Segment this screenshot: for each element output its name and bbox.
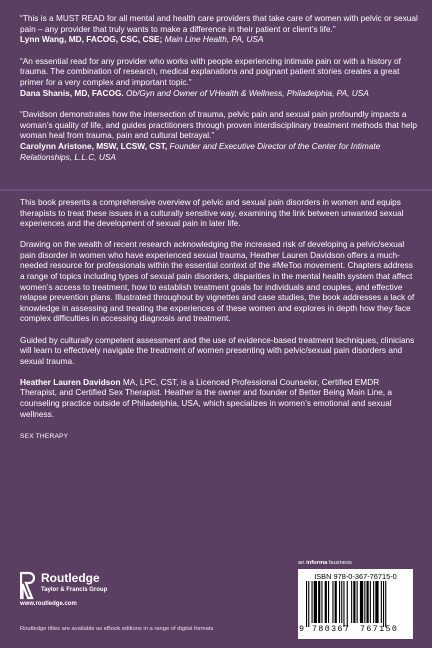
author-bio <box>20 377 415 419</box>
publisher-name: Routledge <box>41 571 100 585</box>
author-bio-text: MA, LPC, CST, is a Licenced Professional Counselor, Certified EMDR Therapist, and Certified Sex Therapist. Heather is the owner and founder of Better Being Main Line, a counseling practice outside of Philadelphia, USA, which specializes in women’s emotional and sexual wellness. <box>20 376 393 419</box>
description-paragraph: Guided by culturally competent assessment and the use of evidence-based treatment techniques, clinicians will learn to effectively navigate the treatment of women presenting with pelvic/sexual pain disorders and sexual trauma. <box>20 334 415 366</box>
publisher-url[interactable]: www.routledge.com <box>20 601 77 607</box>
endorsement-attribution <box>20 141 418 162</box>
informa-brand: informa <box>306 560 328 566</box>
author-name: Heather Lauren Davidson <box>20 376 121 387</box>
endorser-affiliation: Main Line Health, PA, USA <box>164 34 264 45</box>
ebook-note: Routledge titles are available as eBook editions in a range of digital formats <box>20 626 214 632</box>
informa-business-tag: an informa business <box>298 560 352 566</box>
routledge-logo-icon <box>20 570 36 600</box>
barcode-icon <box>306 581 410 627</box>
publisher-group: Taylor & Francis Group <box>41 587 108 593</box>
endorser-name: Lynn Wang, MD, FACOG, CSC, CSE; <box>20 34 163 45</box>
endorsement-attribution <box>20 34 418 45</box>
endorsement-quote: “An essential read for any provider who works with people experiencing intimate pain or with a history of trauma. The combination of research, medical explanations and poignant patient stories creates a great primer for a very complex and important topic.” <box>20 55 401 87</box>
endorser-affiliation: Founder and Executive Director of the Center for Intimate Relationships, L.L.C, USA <box>20 140 381 162</box>
endorsement-attribution <box>20 88 418 99</box>
barcode-digit-group: 767150 <box>360 625 399 634</box>
description-paragraph: Drawing on the wealth of recent research acknowledging the increased risk of developing a pelvic/sexual pain disorder in women who have experienced sexual trauma, Heather Lauren Davidson offers a much-needed resource for professionals within the essential context of the #MeToo movement. Chapters address a range of topics including types of sexual pain disorders, disparities in the mental health system that affect women’s access to treatment, how to establish treatment goals for individuals and couples, and effective relapse prevention plans. Illustrated throughout by vignettes and case studies, the book addresses a lack of knowledge in assessing and treating the experiences of these women and explores in depth how they face complex difficulties in accessing diagnosis and treatment. <box>20 239 415 324</box>
endorsement-quote: “Davidson demonstrates how the intersection of trauma, pelvic pain and sexual pain profoundly impacts a woman’s quality of life, and guides practitioners through proven interdisciplinary treatment methods that help woman heal from trauma, pain and cultural betrayal.” <box>20 109 417 141</box>
endorsement <box>20 13 418 45</box>
subject-category: SEX THERAPY <box>20 433 69 441</box>
endorsement-quote: “This is a MUST READ for all mental and health care providers that take care of women with pelvic or sexual pain – any provider that truly wants to make a difference in their patient or client’s life.” <box>20 13 418 34</box>
isbn-number: ISBN 978-0-367-76715-0 <box>314 572 397 581</box>
isbn-barcode <box>298 569 413 639</box>
cover-footer <box>0 537 432 648</box>
endorsement <box>20 109 418 162</box>
endorsements <box>20 13 418 173</box>
section-divider <box>0 189 432 191</box>
endorsement <box>20 56 418 98</box>
description-paragraph: This book presents a comprehensive overview of pelvic and sexual pain disorders in women and equips therapists to treat these issues in a culturally sensitive way, examining the link between unwanted sexual experiences and the development of sexual pain in later life. <box>20 197 404 229</box>
barcode-digit-group: 780367 <box>312 625 351 634</box>
endorser-name: Carolynn Aristone, MSW, LCSW, CST, <box>20 140 168 151</box>
book-description <box>20 197 415 440</box>
endorser-name: Dana Shanis, MD, FACOG. <box>20 87 124 98</box>
barcode-lead-digit: 9 <box>299 625 304 634</box>
endorser-affiliation: Ob/Gyn and Owner of VHealth & Wellness, Philadelphia, PA, USA <box>126 87 369 98</box>
